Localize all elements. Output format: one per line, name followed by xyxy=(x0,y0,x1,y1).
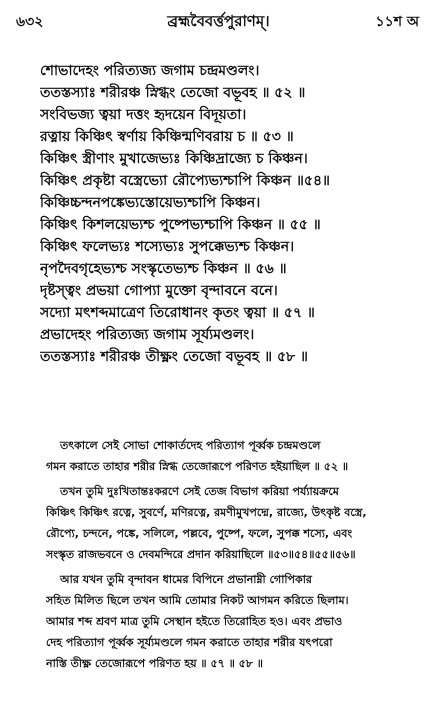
translation-line: আর যখন তুমি বৃন্দাবন ধামের বিপিনে প্রভানাম্নী গোপিকার xyxy=(60,573,312,586)
translation-line: তখন তুমি দুঃখিতান্তঃকরণে সেই তেজ বিভাগ করিয়া পর্য্যায়ক্রমে xyxy=(60,485,339,498)
verse-line: সদ্যো মৎশব্দমাত্রেণ তিরোধানং কৃতং ত্বয়া ॥ ৫৭ ॥ xyxy=(40,305,315,321)
page-number: ৬৩২ xyxy=(16,14,44,30)
translation-line: কিঞ্চিৎ কিঞ্চিৎ রত্নে, সুবর্ণে, মণিরত্নে, রমণীমুখপদ্মে, রাজ্যে, উৎকৃষ্ট বস্ত্রে, xyxy=(46,506,367,519)
translation-line: তৎকালে সেই সোভা শোকার্তদেহ পরিত্যাগ পূর্ব্বক চন্দ্রমণ্ডলে xyxy=(60,439,321,452)
verse-line: ততস্তস্যাঃ শরীরঞ্চ তীক্ষ্ণং তেজো বভূবহ ॥ ৫৮ ॥ xyxy=(40,349,308,365)
verse-line: প্রভাদেহং পরিত্যজ্য জগাম সূর্য্যমণ্ডলং। xyxy=(40,327,255,343)
chapter-label: ১১শ অ xyxy=(375,14,419,30)
verse-line: ততস্তস্যাঃ শরীরঞ্চ স্নিগ্ধং তেজো বভূবহ ॥ ৫২ ॥ xyxy=(40,85,306,101)
bengali-translation xyxy=(46,435,426,678)
page-header xyxy=(0,10,437,34)
translation-line: নাস্তি তীক্ষ্ণ তেজোরূপে পরিণত হয় ॥ ৫৭ ॥ ৫৮ ॥ xyxy=(46,657,263,670)
book-title: ব্রহ্মবৈবর্ত্তপুরাণম্। xyxy=(167,12,270,30)
verse-line: কিঞ্চিৎ প্রকৃষ্টা বস্ত্রেভ্যো রৌপ্যেভ্যশ্চাপি কিঞ্চন ॥৫৪॥ xyxy=(40,173,330,189)
translation-paragraph xyxy=(46,481,426,565)
verse-line: রত্নায় কিঞ্চিৎ স্বর্ণায় কিঞ্চিন্মণিবরায় চ ॥ ৫৩ ॥ xyxy=(40,129,294,145)
verse-line: শোভাদেহং পরিত্যজ্য জগাম চন্দ্রমণ্ডলং। xyxy=(40,63,260,79)
translation-line: রৌপ্যে, চন্দনে, পঙ্কে, সলিলে, পল্লবে, পুষ্পে, ফলে, সুপক্ক শস্যে, এবং xyxy=(46,527,353,540)
translation-paragraph xyxy=(46,569,426,674)
verse-line: কিঞ্চিৎ কিশলয়েভ্যশ্চ পুষ্পেভ্যশ্চাপি কিঞ্চন ॥ ৫৫ ॥ xyxy=(40,217,321,233)
translation-line: গমন করাতে তাহার শরীর স্নিগ্ধ তেজোরূপে পরিণত হইয়াছিল ॥ ৫২ ॥ xyxy=(46,460,349,473)
verse-line: কিঞ্চিৎ স্ত্রীণাং মুখাজেভ্যঃ কিঞ্চিদ্রাজ্যে চ কিঞ্চন। xyxy=(40,151,308,167)
translation-line: সহিত মিলিত ছিলে তখন আমি তোমার নিকট আগমন করিতে ছিলাম। xyxy=(46,594,349,607)
sanskrit-verses xyxy=(40,60,430,368)
verse-line: কিঞ্চিৎ ফলেভ্যঃ শস্যেভ্যঃ সুপক্কেভ্যশ্চ কিঞ্চন। xyxy=(40,239,295,255)
verse-line: নৃপদৈবগৃহেভ্যশ্চ সংস্কৃতেভ্যশ্চ কিঞ্চন ॥ ৫৬ ॥ xyxy=(40,261,287,277)
translation-line: দেহ পরিত্যাগ পূর্ব্বক সূর্য্যমণ্ডলে গমন করাতে তাহার শরীর যৎপরো xyxy=(46,636,333,649)
verse-line: দৃষ্টস্ত্বং প্রভয়া গোপ্যা মুক্তো বৃন্দাবনে বনে। xyxy=(40,283,278,299)
verse-line: সংবিভজ্য ত্বয়া দত্তং হৃদয়েন বিদূয়তা। xyxy=(40,107,247,123)
translation-line: আমার শব্দ শ্রবণ মাত্র তুমি সেস্থান হইতে তিরোহিত হও। এবং প্রভাও xyxy=(46,615,343,628)
verse-line: কিঞ্চিচ্চন্দনপঙ্কেভ্যস্তোয়েভ্যশ্চাপি কিঞ্চন। xyxy=(40,195,261,211)
translation-paragraph xyxy=(46,435,426,477)
translation-line: সংস্কৃত রাজভবনে ও দেবমন্দিরে প্রদান করিয়াছিলে ॥৫৩॥৫৪॥৫৫॥৫৬॥ xyxy=(46,548,356,561)
